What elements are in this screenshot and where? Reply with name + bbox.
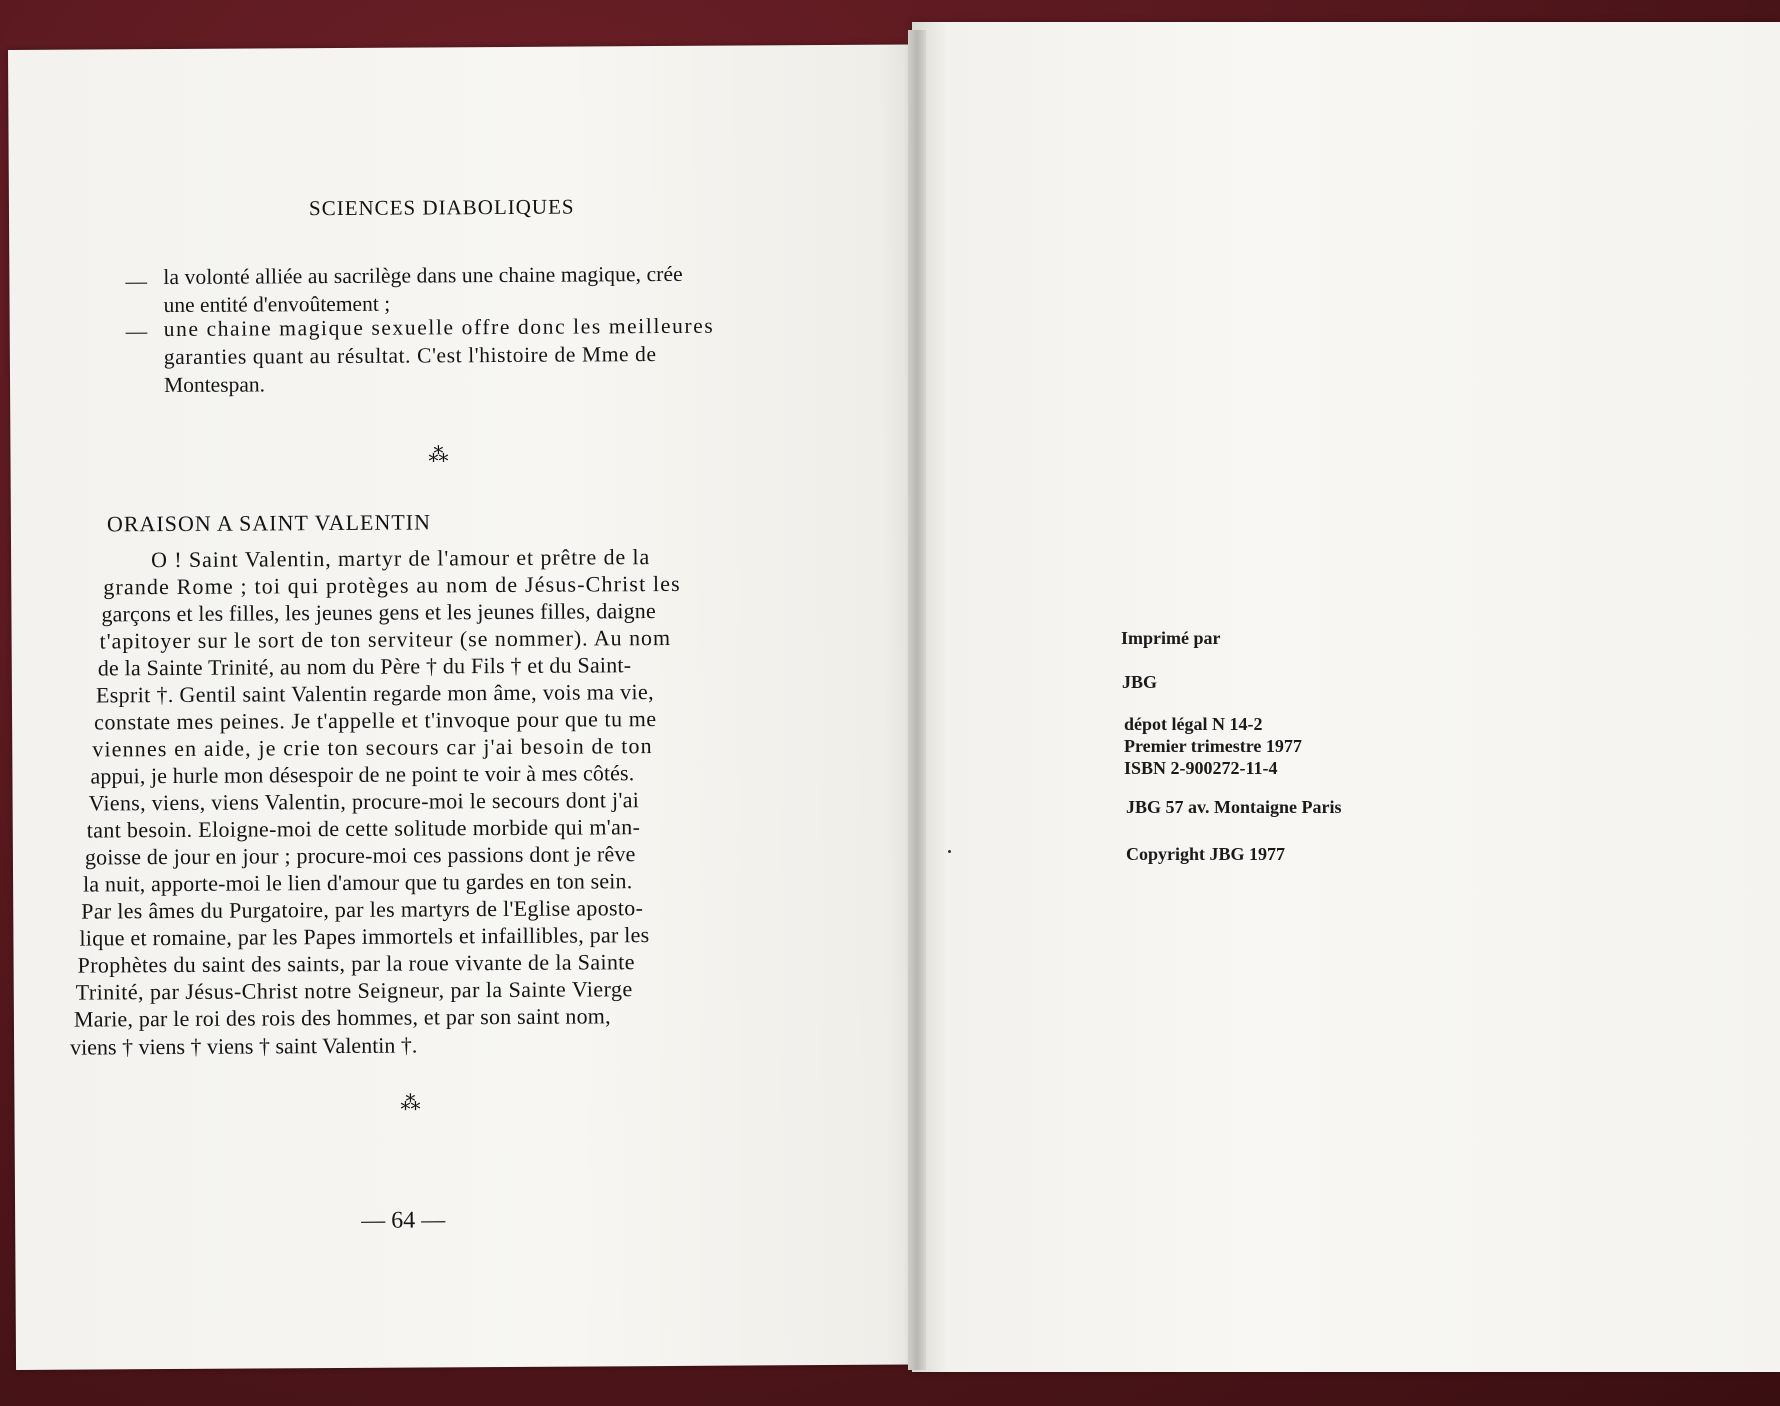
body-line: Trinité, par Jésus-Christ notre Seigneur, par la Sainte Vierge — [75, 976, 633, 1005]
body-line: lique et romaine, par les Papes immortels et infaillibles, par les — [79, 922, 650, 951]
list-dash: — — [125, 269, 147, 294]
page-number: — 64 — — [361, 1207, 446, 1234]
publisher-address: JBG 57 av. Montaigne Paris — [1126, 797, 1342, 817]
body-line: Marie, par le roi des rois des hommes, et par son saint nom, — [73, 1003, 611, 1032]
body-line: de la Sainte Trinité, au nom du Père † du Fils † et du Saint- — [97, 652, 632, 681]
section-separator: ⁂ — [428, 444, 449, 467]
printer-name: JBG — [1122, 672, 1158, 692]
body-line: la nuit, apporte-moi le lien d'amour que tu gardes en ton sein. — [83, 868, 633, 897]
left-page — [8, 44, 934, 1370]
body-line: constate mes peines. Je t'appelle et t'invoque pour que tu me — [94, 706, 657, 735]
body-line: tant besoin. Eloigne-moi de cette solitude morbide qui m'an- — [86, 814, 641, 843]
copyright: Copyright JBG 1977 — [1126, 844, 1286, 864]
printed-by-label: Imprimé par — [1121, 628, 1221, 648]
section-title: ORAISON A SAINT VALENTIN — [106, 509, 432, 537]
speck — [948, 850, 951, 853]
body-line: viens † viens † viens † saint Valentin †. — [70, 1032, 418, 1060]
list-item-line: la volonté alliée au sacrilège dans une chaine magique, crée — [163, 261, 683, 290]
body-line: goisse de jour en jour ; procure-moi ces passions dont je rêve — [84, 841, 636, 870]
right-page — [912, 22, 1780, 1372]
isbn: ISBN 2-900272-11-4 — [1124, 758, 1278, 778]
list-item-line: garanties quant au résultat. C'est l'histoire de Mme de — [163, 342, 657, 370]
list-dash: — — [125, 319, 148, 344]
body-line: t'apitoyer sur le sort de ton serviteur (se nommer). Au nom — [99, 624, 672, 654]
body-line: garçons et les filles, les jeunes gens et les jeunes filles, daigne — [101, 598, 656, 627]
running-header: SCIENCES DIABOLIQUES — [308, 194, 575, 221]
body-line: appui, je hurle mon désespoir de ne point te voir à mes côtés. — [90, 760, 635, 789]
list-item-line: Montespan. — [163, 372, 266, 398]
body-line: O ! Saint Valentin, martyr de l'amour et prêtre de la — [151, 544, 651, 573]
body-line: viennes en aide, je crie ton secours car j'ai besoin de ton — [92, 733, 653, 762]
body-line: Viens, viens, viens Valentin, procure-moi le secours dont j'ai — [88, 787, 640, 816]
body-line: Esprit †. Gentil saint Valentin regarde mon âme, vois ma vie, — [95, 679, 655, 708]
end-separator: ⁂ — [400, 1092, 421, 1115]
book-gutter — [908, 30, 926, 1370]
legal-deposit: dépot légal N 14-2 — [1124, 714, 1263, 734]
list-item-line: une entité d'envoûtement ; — [163, 291, 391, 318]
body-line: grande Rome ; toi qui protèges au nom de Jésus-Christ les — [103, 570, 681, 600]
quarter: Premier trimestre 1977 — [1124, 736, 1302, 756]
body-line: Prophètes du saint des saints, par la roue vivante de la Sainte — [77, 949, 635, 978]
list-item-line: une chaine magique sexuelle offre donc les meilleures — [163, 313, 715, 342]
body-line: Par les âmes du Purgatoire, par les martyrs de l'Eglise aposto- — [81, 895, 644, 924]
